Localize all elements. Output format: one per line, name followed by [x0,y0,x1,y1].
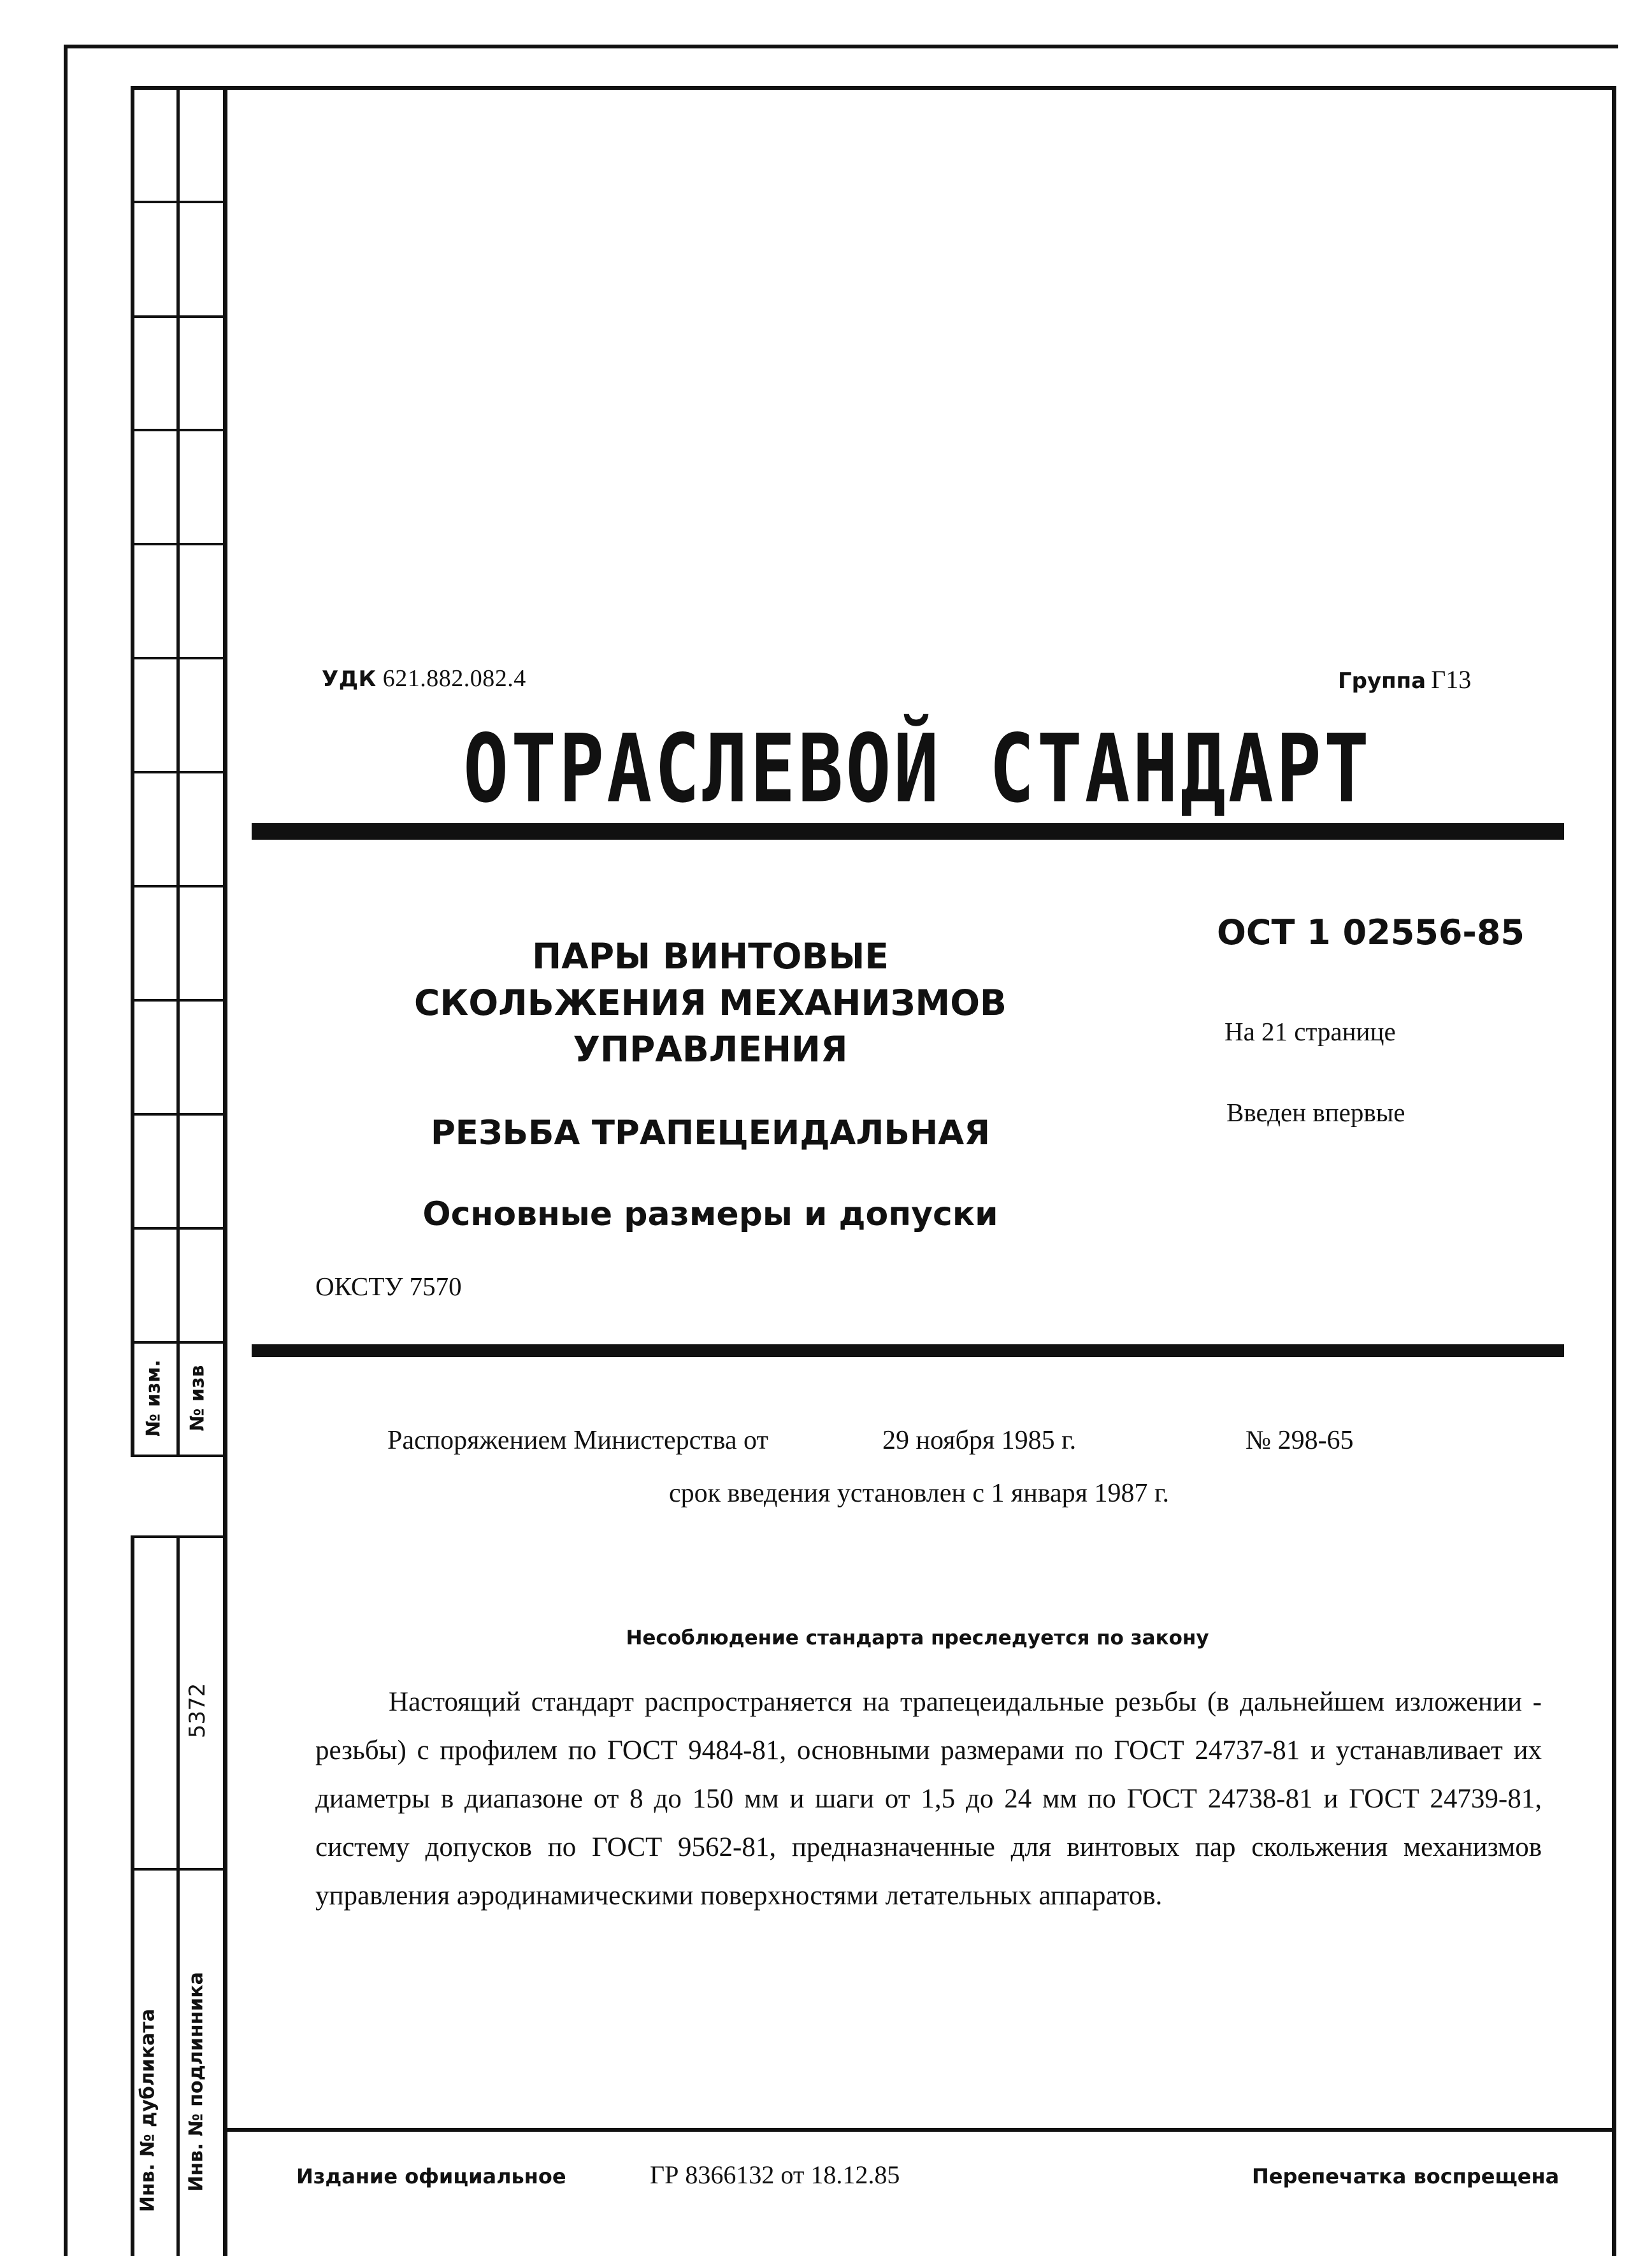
frame-left-border [223,86,227,2256]
strip-row-line [131,1535,226,1538]
title-line: УПРАВЛЕНИЯ [573,1029,848,1070]
standard-designation: ОСТ 1 02556-85 [1217,912,1525,952]
strip-row-line [131,543,226,545]
strip-row-line [131,315,226,318]
strip-row-line [131,999,226,1002]
bottom-thick-rule [252,1344,1564,1357]
registration-number: ГР 8366132 от 18.12.85 [650,2160,900,2189]
document-title [382,933,1038,1073]
document-subtitle: РЕЗЬБА ТРАПЕЦЕИДАЛЬНАЯ [430,1114,991,1153]
strip-row-line [131,1341,226,1344]
okstu-code: ОКСТУ 7570 [315,1272,462,1301]
outer-frame-left [64,45,68,2256]
strip-row-line [131,1227,226,1230]
order-number: № 298-65 [1246,1426,1354,1455]
inventory-number: 5372 [185,1683,210,1739]
strip-row-line [131,429,226,431]
top-thick-rule [252,823,1564,840]
reprint-prohibited-label: Перепечатка воспрещена [1252,2164,1560,2188]
strip-row-line [131,201,226,203]
document-subtitle-2: Основные размеры и допуски [422,1195,998,1233]
introduction-note: Введен впервые [1226,1098,1405,1127]
group-label: Группа [1338,668,1426,694]
frame-top-border [131,86,1616,90]
duplicate-inventory-label: Инв. № дубликата [136,2008,159,2213]
standard-type-heading: ОТРАСЛЕВОЙ СТАНДАРТ [463,714,1372,824]
strip-row-line [131,1113,226,1116]
scope-paragraph: Настоящий стандарт распространяется на трапецеидальные резьбы (в дальнейшем изложении - резьбы) с профилем по ГОСТ 9484-81, основными размерами по ГОСТ 24737-81 и устанавливает их диаметры в диапазоне от 8 до 150 мм и шаги от 1,5 до 24 мм по ГОСТ 24738-81 и ГОСТ 24739-81, систему допусков по ГОСТ 9562-81, предназначенные для винтовых пар скольжения механизмов управления аэродинамическими поверхностями летательных аппаратов. [315,1687,1542,1911]
page-count: На 21 странице [1225,1017,1396,1046]
notice-number-label: № изв [186,1365,209,1432]
strip-line [131,1535,134,2256]
order-date: 29 ноября 1985 г. [882,1426,1077,1455]
title-line: СКОЛЬЖЕНИЯ МЕХАНИЗМОВ [414,982,1007,1023]
outer-frame-top [64,45,1618,48]
strip-line [176,1535,180,2256]
order-prefix: Распоряжением Министерства от [387,1426,768,1455]
footer-rule [223,2128,1616,2132]
udk-value: 621.882.082.4 [382,665,526,692]
strip-row-line [131,885,226,887]
strip-row-line [131,771,226,773]
strip-row-line [131,1455,226,1457]
frame-right-border [1612,86,1616,2256]
effective-date-line: срок введения установлен с 1 января 1987 г. [669,1479,1169,1508]
official-edition-label: Издание официальное [296,2164,566,2188]
group-value: Г13 [1431,665,1472,694]
strip-row-line [131,1868,226,1871]
title-line: ПАРЫ ВИНТОВЫЕ [532,936,889,977]
legal-warning: Несоблюдение стандарта преследуется по закону [626,1627,1209,1649]
group-code [1338,665,1471,694]
change-number-label: № изм. [142,1360,165,1437]
udk-code [322,665,526,693]
strip-row-line [131,657,226,659]
original-inventory-label: Инв. № подлинника [185,1972,208,2192]
udk-label: УДК [322,666,377,692]
